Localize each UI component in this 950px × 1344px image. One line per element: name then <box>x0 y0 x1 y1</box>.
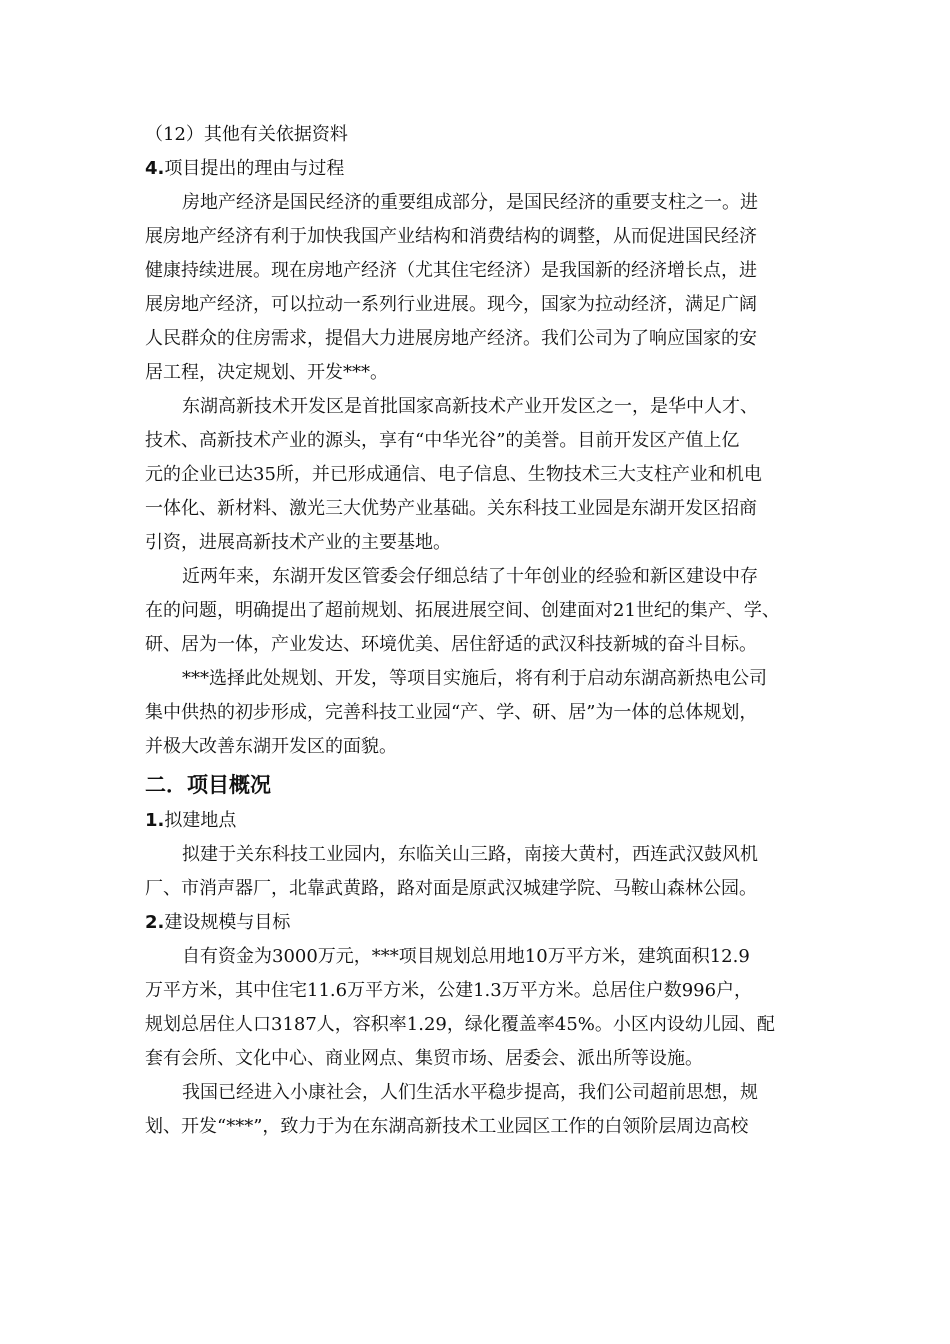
paragraph-line: 东湖高新技术开发区是首批国家高新技术产业开发区之一，是华中人才、 <box>182 396 758 417</box>
paragraph-line: 拟建于关东科技工业园内，东临关山三路，南接大黄村，西连武汉鼓风机 <box>182 844 758 865</box>
paragraph-line: 套有会所、文化中心、商业网点、集贸市场、居委会、派出所等设施。 <box>145 1048 703 1069</box>
paragraph-line: 集中供热的初步形成，完善科技工业园“产、学、研、居”为一体的总体规划， <box>145 702 758 723</box>
subheading-2 <box>145 906 825 940</box>
paragraph-line: 划、开发“***”，致力于为在东湖高新技术工业园区工作的白领阶层周边高校 <box>145 1116 749 1137</box>
document-body <box>145 118 825 1144</box>
subheading-4 <box>145 152 825 186</box>
paragraph-line: 研、居为一体，产业发达、环境优美、居住舒适的武汉科技新城的奋斗目标。 <box>145 634 757 655</box>
subheading-number: 1. <box>145 810 165 831</box>
subheading-title: 项目提出的理由与过程 <box>164 158 345 179</box>
paragraph-line: 健康持续进展。现在房地产经济（尤其住宅经济）是我国新的经济增长点，进 <box>145 260 757 281</box>
paragraph-line: 元的企业已达35所，并已形成通信、电子信息、生物技术三大支柱产业和机电 <box>145 464 762 485</box>
paragraph-4 <box>145 662 825 764</box>
paragraph-5 <box>145 838 825 906</box>
paragraph-6 <box>145 940 825 1076</box>
subheading-title: 建设规模与目标 <box>164 912 291 933</box>
paragraph-2 <box>145 390 825 560</box>
paragraph-line: 展房地产经济有利于加快我国产业结构和消费结构的调整，从而促进国民经济 <box>145 226 757 247</box>
list-item-12: （12）其他有关依据资料 <box>145 124 348 145</box>
paragraph-line: 近两年来，东湖开发区管委会仔细总结了十年创业的经验和新区建设中存 <box>182 566 758 587</box>
paragraph-line: 厂、市消声器厂，北靠武黄路，路对面是原武汉城建学院、马鞍山森林公园。 <box>145 878 757 899</box>
paragraph-line: 规划总居住人口3187人，容积率1.29，绿化覆盖率45%。小区内设幼儿园、配 <box>145 1014 775 1035</box>
paragraph-line: 居工程，决定规划、开发***。 <box>145 362 388 383</box>
paragraph-line: 房地产经济是国民经济的重要组成部分，是国民经济的重要支柱之一。进 <box>182 192 758 213</box>
paragraph-line: 自有资金为3000万元，***项目规划总用地10万平方米，建筑面积12.9 <box>182 946 750 967</box>
paragraph-line: 万平方米，其中住宅11.6万平方米，公建1.3万平方米。总居住户数996户， <box>145 980 753 1001</box>
paragraph-3 <box>145 560 825 662</box>
paragraph-line: 人民群众的住房需求，提倡大力进展房地产经济。我们公司为了响应国家的安 <box>145 328 757 349</box>
paragraph-1 <box>145 186 825 390</box>
subheading-title: 拟建地点 <box>164 810 237 831</box>
paragraph-line: 技术、高新技术产业的源头，享有“中华光谷”的美誉。目前开发区产值上亿 <box>145 430 740 451</box>
subheading-number: 4. <box>145 158 165 179</box>
paragraph-line: 并极大改善东湖开发区的面貌。 <box>145 736 397 757</box>
paragraph-line: ***选择此处规划、开发，等项目实施后，将有利于启动东湖高新热电公司 <box>182 668 767 689</box>
paragraph-line: 我国已经进入小康社会，人们生活水平稳步提高，我们公司超前思想，规 <box>182 1082 758 1103</box>
paragraph-7 <box>145 1076 825 1144</box>
subheading-number: 2. <box>145 912 165 933</box>
paragraph-line: 在的问题，明确提出了超前规划、拓展进展空间、创建面对21世纪的集产、学、 <box>145 600 780 621</box>
section-heading-2: 二．项目概况 <box>145 773 271 797</box>
paragraph-line: 一体化、新材料、激光三大优势产业基础。关东科技工业园是东湖开发区招商 <box>145 498 757 519</box>
subheading-1 <box>145 804 825 838</box>
paragraph-line: 引资，进展高新技术产业的主要基地。 <box>145 532 451 553</box>
paragraph-line: 展房地产经济，可以拉动一系列行业进展。现今，国家为拉动经济，满足广阔 <box>145 294 757 315</box>
